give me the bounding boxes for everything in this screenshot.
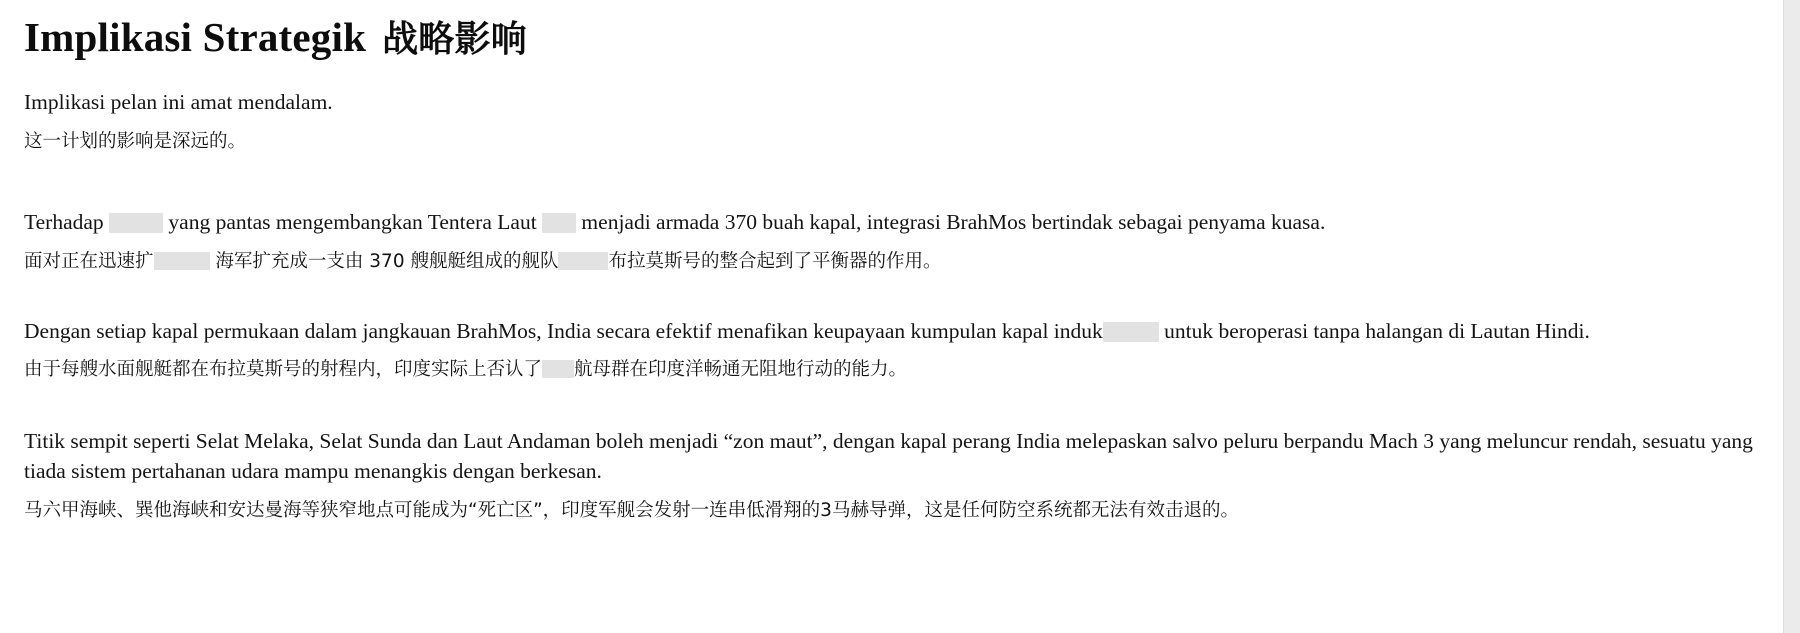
paragraph-1-latin: Implikasi pelan ini amat mendalam. — [24, 90, 333, 115]
paragraph-3-chinese-part2: 航母群在印度洋畅通无阻地行动的能力。 — [574, 359, 908, 381]
redaction-box — [558, 252, 608, 270]
paragraph-4-latin: Titik sempit seperti Selat Melaka, Selat Sunda dan Laut Andaman boleh menjadi “zon maut”, dengan kapal perang India melepaskan salvo peluru berpandu Mach 3 yang meluncur rendah, sesuatu yang tiada sistem pertahanan udara mampu menangkis dengan berkesan. — [24, 428, 1753, 484]
paragraph-block-3 — [24, 316, 1754, 384]
paragraph-2-chinese-part1: 面对正在迅速扩 — [24, 250, 154, 272]
paragraph-block-2 — [24, 207, 1754, 275]
redaction-box — [1103, 322, 1159, 342]
paragraph-3-latin-part2: untuk beroperasi tanpa halangan di Lautan Hindi. — [1164, 318, 1590, 343]
page-title-latin: Implikasi Strategik — [24, 14, 367, 60]
paragraph-1-chinese: 这一计划的影响是深远的。 — [24, 130, 247, 152]
redaction-box — [109, 213, 163, 233]
paragraph-3-latin-part1: Dengan setiap kapal permukaan dalam jangkauan BrahMos, India secara efektif menafikan keupayaan kumpulan kapal induk — [24, 318, 1103, 343]
redaction-box — [542, 213, 576, 233]
paragraph-3-latin — [24, 316, 1754, 347]
paragraph-2-latin-part3: menjadi armada 370 buah kapal, integrasi BrahMos bertindak sebagai penyama kuasa. — [581, 210, 1326, 235]
paragraph-block-4 — [24, 426, 1754, 525]
page-title-chinese: 战略影响 — [382, 19, 527, 60]
paragraph-2-latin-part1: Terhadap — [24, 210, 104, 235]
paragraph-2-chinese-part2: 海军扩充成一支由 370 艘舰艇组成的舰队 — [215, 250, 559, 272]
page-right-margin — [1783, 0, 1800, 633]
page-title — [24, 14, 1754, 61]
redaction-box — [542, 360, 574, 378]
redaction-box — [154, 252, 210, 270]
paragraph-3-chinese-part1: 由于每艘水面舰艇都在布拉莫斯号的射程内，印度实际上否认了 — [24, 359, 543, 381]
paragraph-2-chinese-part3: 布拉莫斯号的整合起到了平衡器的作用。 — [608, 250, 942, 272]
paragraph-4-chinese: 马六甲海峡、巽他海峡和安达曼海等狭窄地点可能成为“死亡区”，印度军舰会发射一连串低滑翔的3马赫导弹，这是任何防空系统都无法有效击退的。 — [24, 499, 1239, 521]
paragraph-3-chinese — [24, 356, 1754, 384]
paragraph-2-chinese — [24, 248, 1754, 276]
paragraph-2-latin — [24, 207, 1754, 238]
paragraph-2-latin-part2: yang pantas mengembangkan Tentera Laut — [168, 210, 537, 235]
paragraph-block-1 — [24, 87, 1754, 155]
